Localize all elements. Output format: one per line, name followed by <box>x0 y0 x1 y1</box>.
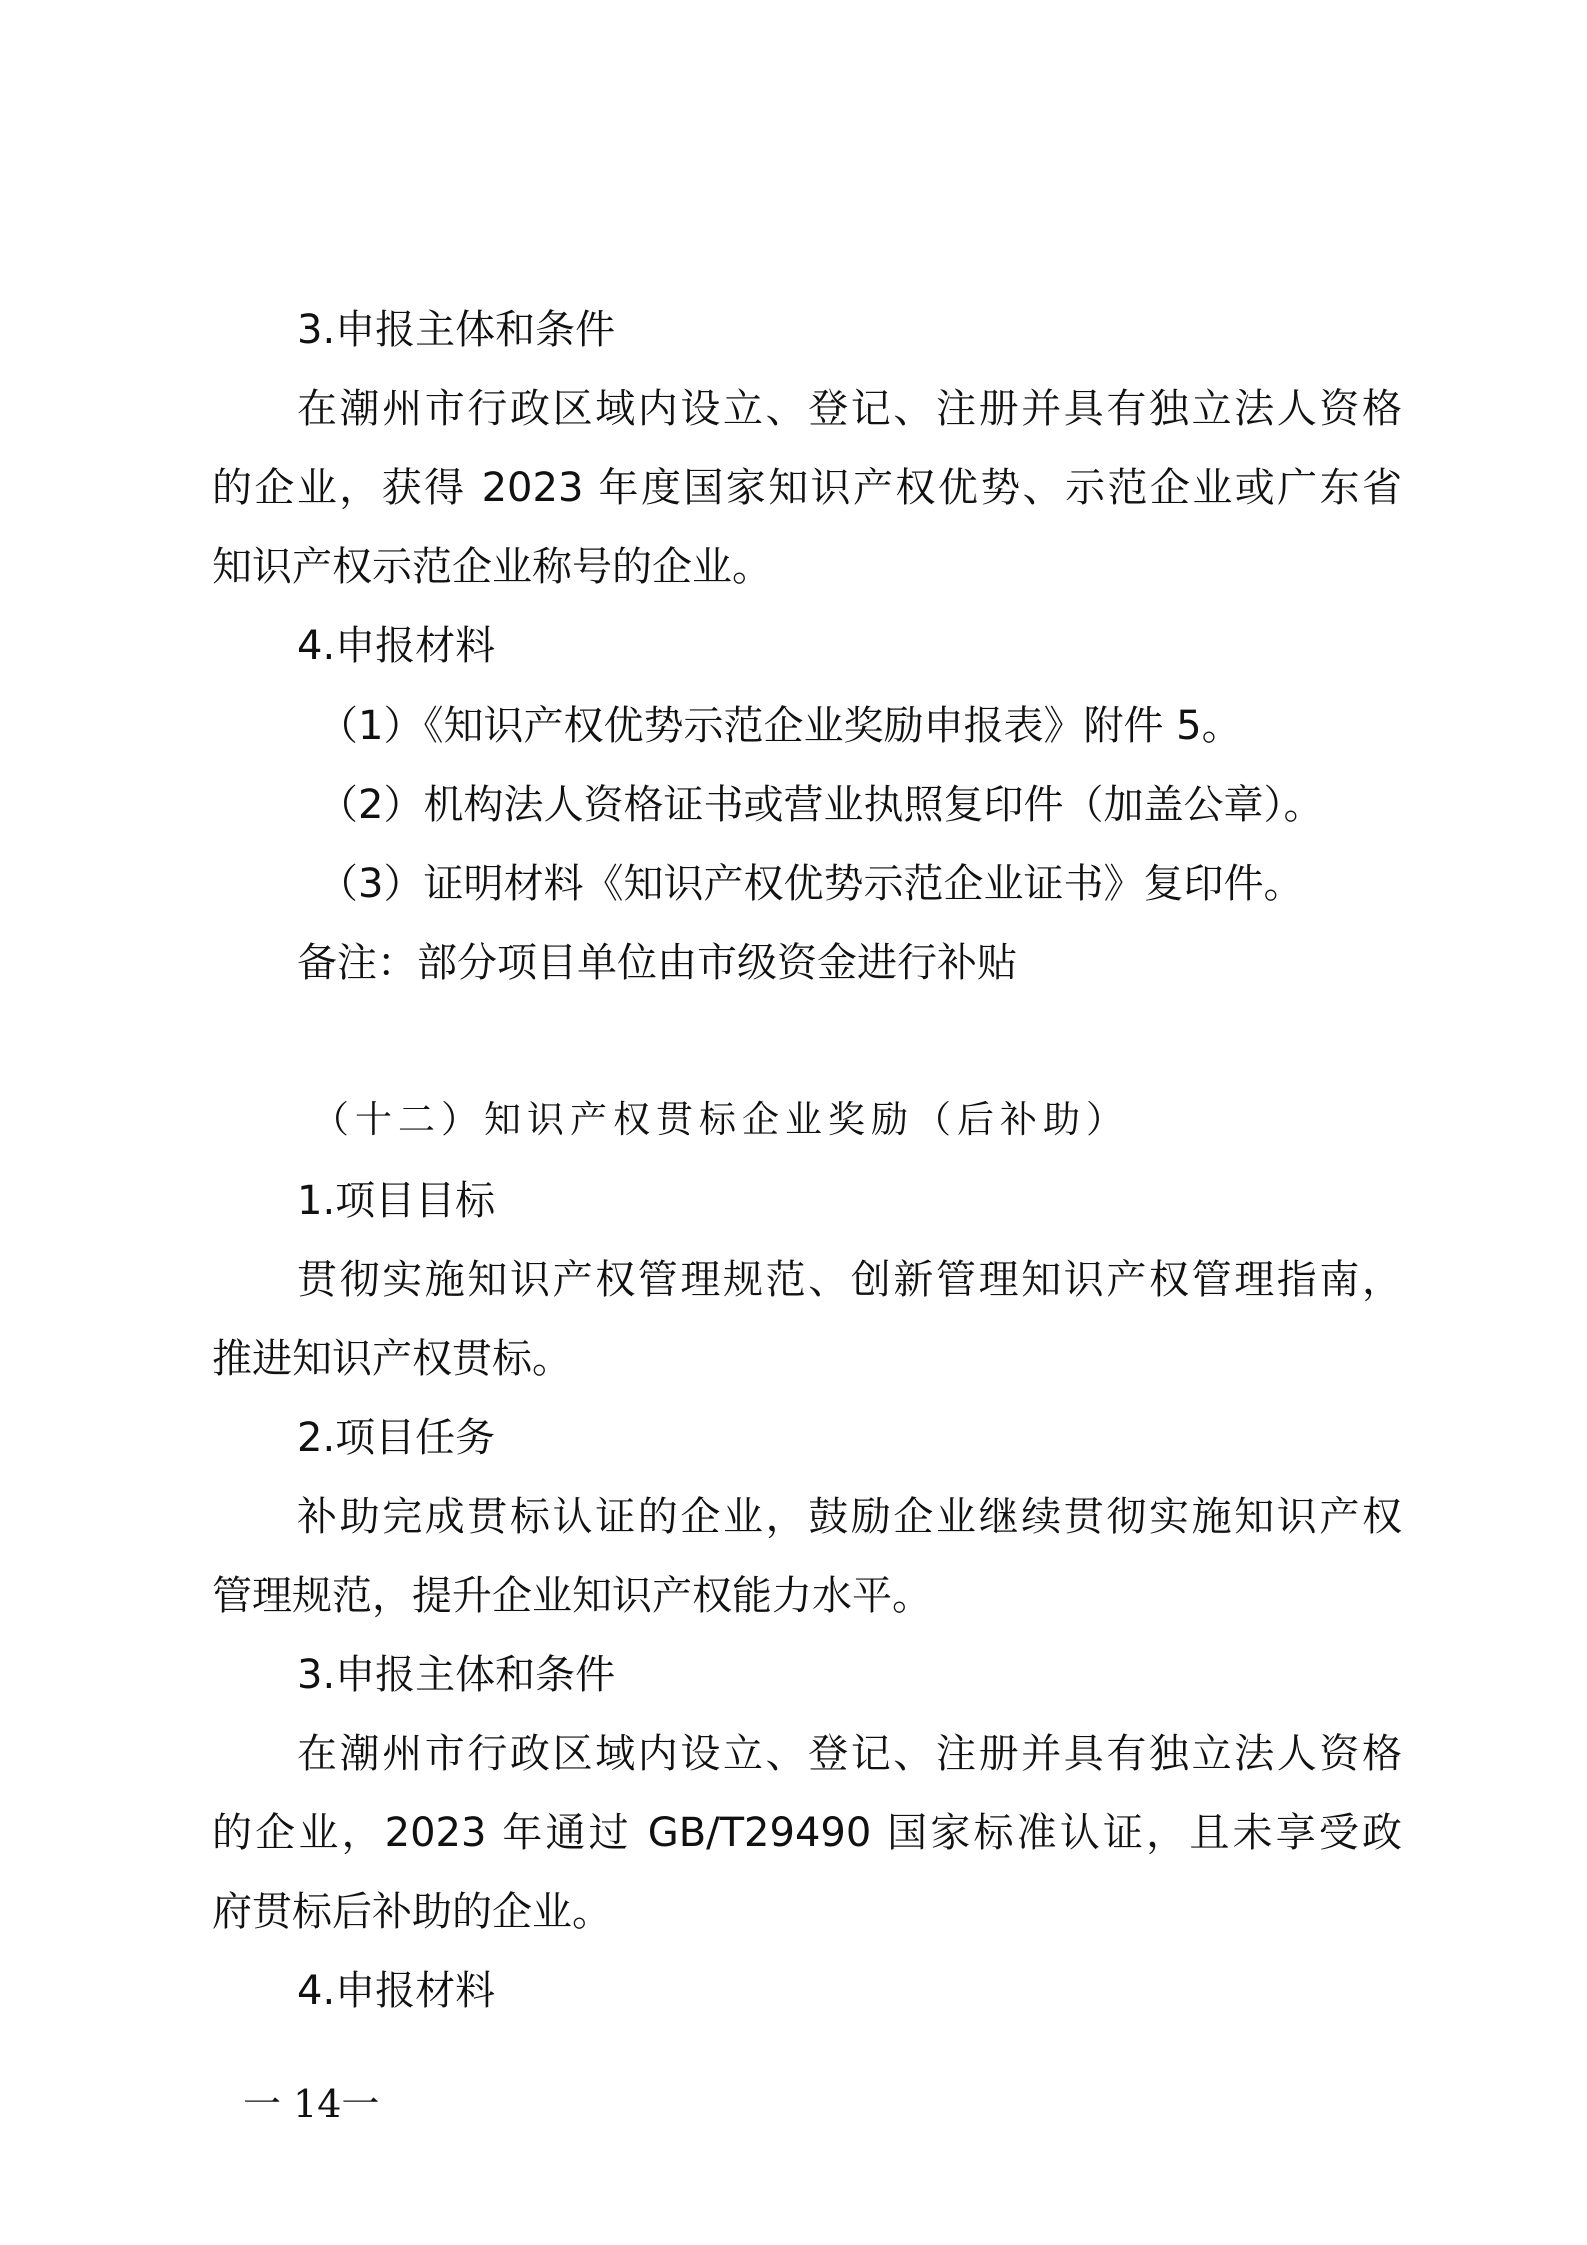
section-12-task-line-1: 补助完成贯标认证的企业，鼓励企业继续贯彻实施知识产权 <box>297 1494 1402 1540</box>
section-12-goal-heading: 1.项目目标 <box>297 1178 496 1224</box>
section-12-conditions-line-2: 的企业，2023 年通过 GB/T29490 国家标准认证，且未享受政 <box>212 1810 1402 1856</box>
section-12-materials-heading: 4.申报材料 <box>297 1968 496 2014</box>
section-12-conditions-line-1: 在潮州市行政区域内设立、登记、注册并具有独立法人资格 <box>297 1731 1402 1777</box>
section-11-conditions-line-3: 知识产权示范企业称号的企业。 <box>212 544 772 590</box>
section-12-goal-line-2: 推进知识产权贯标。 <box>212 1336 572 1382</box>
section-11-material-item-2: （2）机构法人资格证书或营业执照复印件（加盖公章）。 <box>318 782 1324 828</box>
section-12-task-heading: 2.项目任务 <box>297 1415 496 1461</box>
section-11-material-item-1: （1）《知识产权优势示范企业奖励申报表》附件 5。 <box>318 703 1242 749</box>
section-12-conditions-line-3: 府贯标后补助的企业。 <box>212 1889 612 1935</box>
section-11-conditions-heading: 3.申报主体和条件 <box>297 307 616 353</box>
section-11-conditions-line-2: 的企业，获得 2023 年度国家知识产权优势、示范企业或广东省 <box>212 465 1402 511</box>
section-12-conditions-heading: 3.申报主体和条件 <box>297 1652 616 1698</box>
section-11-conditions-line-1: 在潮州市行政区域内设立、登记、注册并具有独立法人资格 <box>297 386 1402 432</box>
section-12-title: （十二）知识产权贯标企业奖励（后补助） <box>312 1098 1129 1141</box>
section-11-note: 备注：部分项目单位由市级资金进行补贴 <box>297 940 1017 986</box>
section-11-material-item-3: （3）证明材料《知识产权优势示范企业证书》复印件。 <box>318 861 1304 907</box>
page-number: 一 14一 <box>243 2082 380 2126</box>
section-12-goal-line-1: 贯彻实施知识产权管理规范、创新管理知识产权管理指南， <box>297 1257 1402 1303</box>
section-12-task-line-2: 管理规范，提升企业知识产权能力水平。 <box>212 1573 932 1619</box>
section-11-materials-heading: 4.申报材料 <box>297 623 496 669</box>
